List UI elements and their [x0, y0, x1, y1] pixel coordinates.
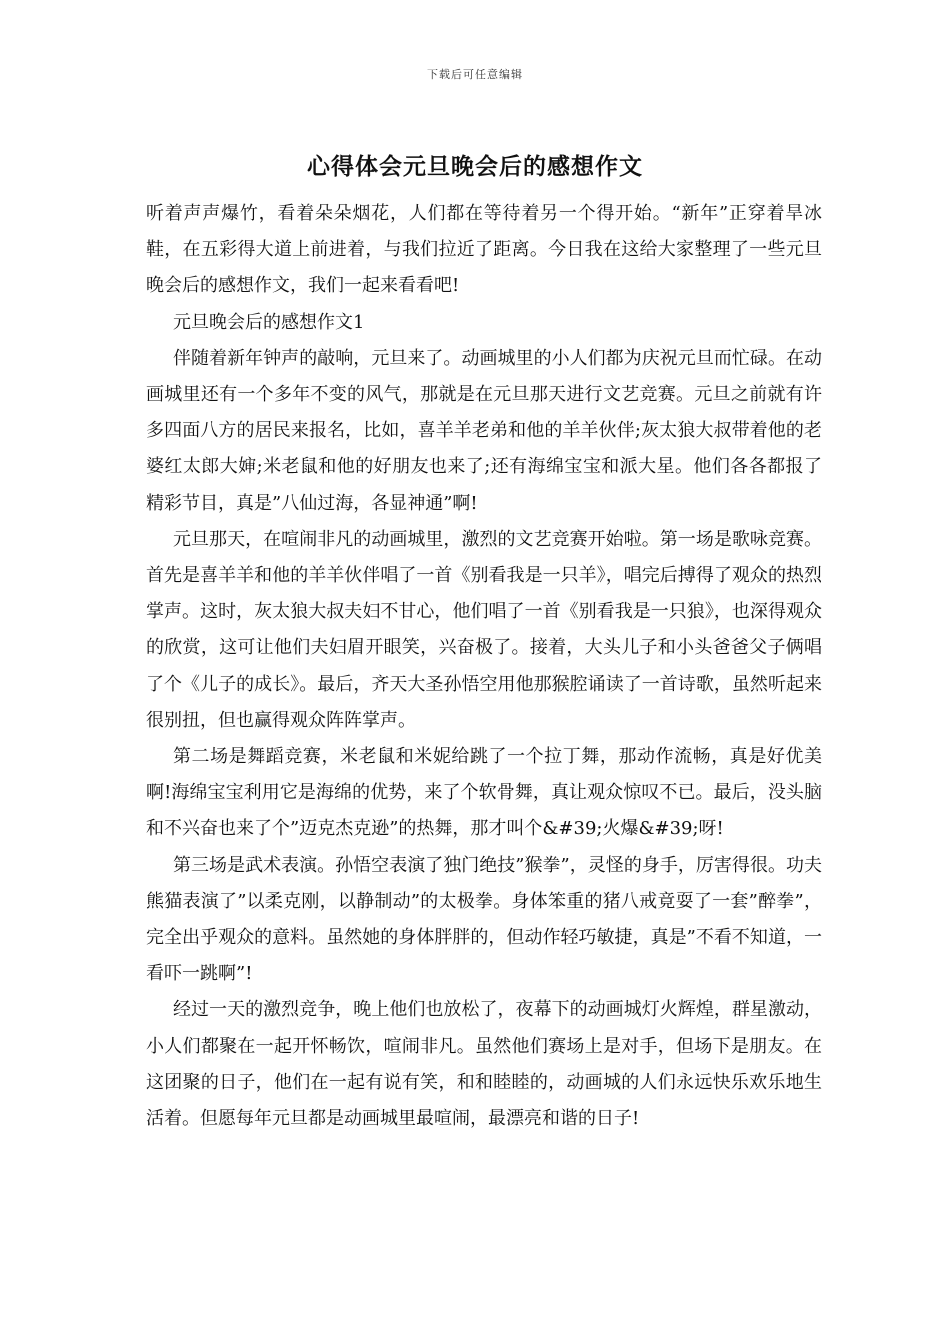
intro-paragraph: 听着声声爆竹，看着朵朵烟花，人们都在等待着另一个得开始。“新年”正穿着旱冰鞋，在五彩得大道上前进着，与我们拉近了距离。今日我在这给大家整理了一些元旦晚会后的感想作文，我们一起来看看吧!	[146, 203, 822, 297]
body-paragraph: 元旦那天，在喧闹非凡的动画城里，激烈的文艺竞赛开始啦。第一场是歌咏竞赛。首先是喜羊羊和他的羊羊伙伴唱了一首《别看我是一只羊》，唱完后搏得了观众的热烈掌声。这时，灰太狼大叔夫妇不甘心，他们唱了一首《别看我是一只狼》，也深得观众的欣赏，这可让他们夫妇眉开眼笑，兴奋极了。接着，大头儿子和小头爸爸父子俩唱了个《儿子的成长》。最后，齐天大圣孙悟空用他那猴腔诵读了一首诗歌，虽然听起来很别扭，但也赢得观众阵阵掌声。	[146, 528, 822, 731]
body-paragraph: 第三场是武术表演。孙悟空表演了独门绝技”猴拳”，灵怪的身手，厉害得很。功夫熊猫表演了”以柔克刚，以静制动”的太极拳。身体笨重的猪八戒竟耍了一套”醉拳”，完全出乎观众的意料。虽然她的身体胖胖的，但动作轻巧敏捷，真是”不看不知道，一看吓一跳啊”!	[146, 854, 822, 985]
body-paragraph: 伴随着新年钟声的敲响，元旦来了。动画城里的小人们都为庆祝元旦而忙碌。在动画城里还有一个多年不变的风气，那就是在元旦那天进行文艺竞赛。元旦之前就有许多四面八方的居民来报名，比如，喜羊羊老弟和他的羊羊伙伴;灰太狼大叔带着他的老婆红太郎大婶;米老鼠和他的好朋友也来了;还有海绵宝宝和派大星。他们各各都报了精彩节目，真是”八仙过海，各显神通”啊!	[146, 347, 822, 514]
body-paragraph: 第二场是舞蹈竞赛，米老鼠和米妮给跳了一个拉丁舞，那动作流畅，真是好优美啊!海绵宝宝利用它是海绵的优势，来了个软骨舞，真让观众惊叹不已。最后，没头脑和不兴奋也来了个”迈克杰克逊”的热舞，那才叫个&#39;火爆&#39;呀!	[146, 746, 822, 840]
document-body	[146, 196, 822, 1137]
page-header-note: 下载后可任意编辑	[427, 68, 523, 81]
body-paragraph: 经过一天的激烈竞争，晚上他们也放松了，夜幕下的动画城灯火辉煌，群星激动，小人们都聚在一起开怀畅饮，喧闹非凡。虽然他们赛场上是对手，但场下是朋友。在这团聚的日子，他们在一起有说有笑，和和睦睦的，动画城的人们永远快乐欢乐地生活着。但愿每年元旦都是动画城里最喧闹，最漂亮和谐的日子!	[146, 999, 822, 1130]
section-heading: 元旦晚会后的感想作文1	[173, 311, 365, 333]
document-title: 心得体会元旦晚会后的感想作文	[307, 153, 643, 180]
